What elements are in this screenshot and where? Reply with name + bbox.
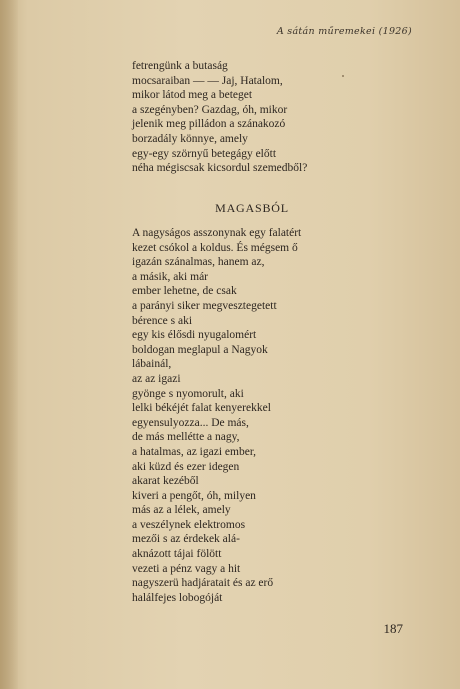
- poem-line: aki küzd és ezer idegen: [132, 460, 240, 473]
- binding-shadow: [0, 0, 18, 689]
- poem-line: egyensulyozza... De más,: [132, 416, 249, 429]
- poem-line: kezet csókol a koldus. És mégsem ő: [132, 241, 298, 254]
- poem-line: aknázott tájai fölött: [132, 548, 222, 561]
- poem-line: a szegényben? Gazdag, óh, mikor: [132, 103, 288, 116]
- poem-line: néha mégiscsak kicsordul szemedből?: [132, 162, 308, 175]
- poem-line: jelenik meg pilládon a szánakozó: [132, 118, 286, 131]
- poem-line: kiveri a pengőt, óh, milyen: [132, 489, 256, 502]
- poem-line: gyönge s nyomorult, aki: [132, 387, 244, 400]
- running-head: A sátán műremekei (1926): [276, 26, 412, 37]
- poem-line: vezeti a pénz vagy a hit: [132, 562, 241, 575]
- poem-line: bérence s aki: [132, 314, 193, 327]
- poem-line: más az a lélek, amely: [132, 504, 231, 517]
- poem-line: nagyszerü hadjáratait és az erő: [132, 577, 274, 590]
- poem-line: az az igazi: [132, 372, 181, 385]
- poem-body: [132, 226, 432, 605]
- poem-line: egy-egy szörnyű betegágy előtt: [132, 147, 277, 160]
- poem-line: a veszélynek elektromos: [132, 518, 246, 531]
- stanza-continued: [132, 59, 432, 176]
- poem-line: boldogan meglapul a Nagyok: [132, 343, 268, 356]
- poem-line: de más mellétte a nagy,: [132, 431, 240, 444]
- poem-line: a hatalmas, az igazi ember,: [132, 445, 257, 458]
- poem-line: igazán szánalmas, hanem az,: [132, 256, 265, 269]
- poem-line: a parányi siker megvesztegetett: [132, 299, 277, 312]
- page-number: 187: [383, 621, 403, 636]
- poem-line: a másik, aki már: [132, 270, 209, 283]
- poem-line: egy kis élősdi nyugalomért: [132, 329, 257, 342]
- poem-line: fetrengünk a butaság: [132, 60, 228, 72]
- poem-line: borzadály könnye, amely: [132, 132, 248, 145]
- poem-line: mezői s az érdekek alá-: [132, 533, 240, 546]
- poem-line: lábainál,: [132, 358, 172, 371]
- poem-line: lelki békéjét falat kenyerekkel: [132, 402, 271, 415]
- poem-line: A nagyságos asszonynak egy falatért: [132, 227, 302, 239]
- poem-title: [0, 201, 460, 216]
- poem-line: akarat kezéből: [132, 475, 199, 488]
- poem-line: ember lehetne, de csak: [132, 285, 237, 298]
- poem-line: mocsaraiban — — Jaj, Hatalom,: [132, 74, 283, 87]
- poem-title-text: MAGASBÓL: [215, 201, 289, 215]
- poem-line: mikor látod meg a beteget: [132, 89, 253, 102]
- poem-line: halálfejes lobogóját: [132, 591, 223, 604]
